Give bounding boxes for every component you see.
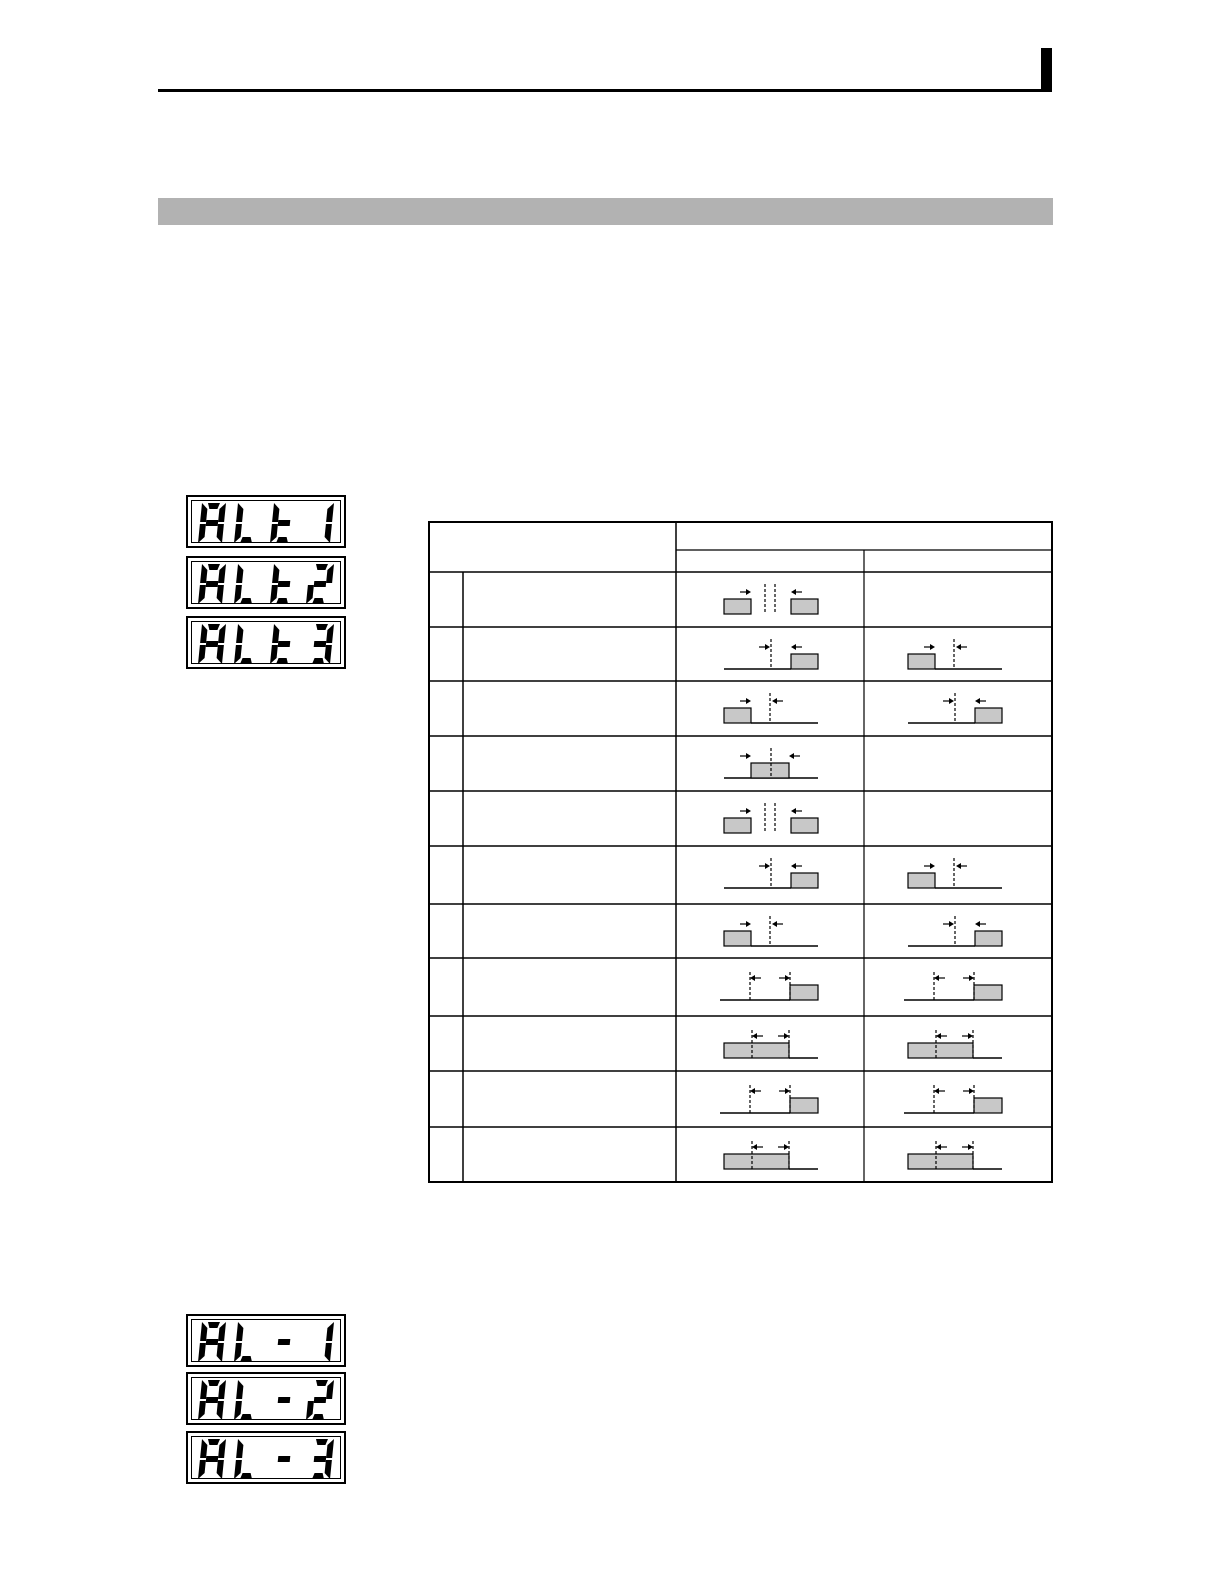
lcd-segment-g xyxy=(314,1456,327,1462)
lcd-segment-f xyxy=(200,503,207,522)
lcd-segment-c xyxy=(217,1460,224,1479)
lcd-segment-a xyxy=(316,1439,328,1445)
arrow-head xyxy=(949,698,954,704)
lcd-segment-e xyxy=(198,585,206,604)
output-on-region xyxy=(974,1098,1002,1113)
lcd-display-al-3 xyxy=(186,1431,346,1484)
alarm-diagram-down xyxy=(908,639,1002,669)
lcd-segment-c xyxy=(325,1343,332,1362)
arrow-head xyxy=(791,863,796,869)
lcd-segment-b xyxy=(218,503,226,522)
lcd-segment-d xyxy=(312,598,324,604)
lcd-segment-a xyxy=(316,624,328,630)
arrow-head xyxy=(750,975,755,981)
arrow-head xyxy=(956,644,961,650)
output-on-region xyxy=(975,708,1002,723)
arrow-head xyxy=(934,975,939,981)
lcd-segment-c xyxy=(217,1401,224,1420)
output-on-region xyxy=(724,708,751,723)
lcd-segment-e xyxy=(198,524,206,543)
lcd-segment-f xyxy=(200,1322,207,1341)
alarm-diagram-sym xyxy=(724,584,818,614)
arrow-head xyxy=(746,921,751,927)
lcd-segment-f xyxy=(236,1322,243,1341)
lcd-segment-b xyxy=(326,564,334,583)
lcd-segment-d xyxy=(240,1356,252,1362)
lcd-segment-g xyxy=(278,1456,291,1462)
output-on-region xyxy=(790,985,818,1000)
lcd-segment-e xyxy=(234,1401,242,1420)
lcd-segment-e xyxy=(234,585,242,604)
output-on-region xyxy=(908,654,935,669)
arrow-head xyxy=(752,1144,757,1150)
output-on-region xyxy=(790,1098,818,1113)
alarm-diagram-down xyxy=(908,858,1002,888)
lcd-segment-b xyxy=(326,1322,334,1341)
arrow-head xyxy=(791,589,796,595)
lcd-segment-g xyxy=(206,1339,219,1345)
lcd-segment-a xyxy=(208,1439,220,1445)
arrow-head xyxy=(936,1033,941,1039)
arrow-head xyxy=(785,1088,790,1094)
output-on-region xyxy=(724,931,751,946)
lcd-segment-c xyxy=(325,1460,332,1479)
lcd-segment-e xyxy=(234,1343,242,1362)
arrow-head xyxy=(956,863,961,869)
lcd-segment-d xyxy=(312,658,324,664)
lcd-segment-g xyxy=(314,581,327,587)
arrow-head xyxy=(791,808,796,814)
lcd-segment-c xyxy=(217,645,224,664)
lcd-segment-e xyxy=(198,1460,206,1479)
lcd-display-alt3 xyxy=(186,616,346,669)
output-on-region xyxy=(724,1043,789,1058)
arrow-head xyxy=(784,1144,789,1150)
lcd-segment-f xyxy=(200,564,207,583)
arrow-head xyxy=(934,1088,939,1094)
lcd-segment-d xyxy=(240,658,252,664)
lcd-segment-e xyxy=(198,1343,206,1362)
lcd-segment-f xyxy=(200,1439,207,1458)
lcd-segment-g xyxy=(206,1397,219,1403)
lcd-segment-g xyxy=(278,581,291,587)
arrow-head xyxy=(930,644,935,650)
alarm-diagram-abs-low xyxy=(908,1030,1002,1058)
alarm-type-table xyxy=(428,521,1053,1184)
lcd-segment-b xyxy=(326,624,334,643)
output-on-region xyxy=(791,654,818,669)
lcd-segment-d xyxy=(276,658,288,664)
alarm-diagram-up xyxy=(908,693,1002,723)
alarm-diagram-abs-low xyxy=(724,1141,818,1169)
output-on-region xyxy=(908,873,935,888)
lcd-segment-e xyxy=(270,585,278,604)
output-on-region xyxy=(791,599,818,614)
lcd-segment-e xyxy=(234,645,242,664)
alarm-diagram-abs-up xyxy=(720,1085,818,1113)
lcd-segment-b xyxy=(218,1322,226,1341)
alarm-diagram-down xyxy=(724,916,818,946)
lcd-segment-b xyxy=(218,624,226,643)
lcd-display-al-1 xyxy=(186,1314,346,1367)
lcd-segment-a xyxy=(208,503,220,509)
lcd-segment-f xyxy=(200,1380,207,1399)
lcd-segment-c xyxy=(325,524,332,543)
lcd-segment-e xyxy=(270,524,278,543)
lcd-segment-d xyxy=(276,537,288,543)
lcd-segment-a xyxy=(208,564,220,570)
lcd-segment-g xyxy=(314,641,327,647)
arrow-head xyxy=(746,808,751,814)
output-on-region xyxy=(791,818,818,833)
arrow-head xyxy=(746,698,751,704)
lcd-display-alt1 xyxy=(186,495,346,548)
lcd-segment-d xyxy=(240,598,252,604)
lcd-segment-f xyxy=(272,564,279,583)
arrow-head xyxy=(936,1144,941,1150)
arrow-head xyxy=(784,1033,789,1039)
lcd-segment-e xyxy=(198,1401,206,1420)
lcd-segment-g xyxy=(278,520,291,526)
lcd-segment-b xyxy=(326,1380,334,1399)
header-rule xyxy=(158,89,1051,92)
lcd-segment-f xyxy=(272,503,279,522)
arrow-head xyxy=(750,1088,755,1094)
lcd-segment-f xyxy=(236,1439,243,1458)
lcd-segment-d xyxy=(240,1414,252,1420)
lcd-segment-b xyxy=(218,1439,226,1458)
lcd-segment-d xyxy=(240,537,252,543)
chapter-tab xyxy=(1041,48,1052,92)
lcd-segment-d xyxy=(312,1414,324,1420)
arrow-head xyxy=(789,753,794,759)
lcd-segment-f xyxy=(272,624,279,643)
lcd-segment-d xyxy=(312,1473,324,1479)
lcd-segment-a xyxy=(208,624,220,630)
arrow-head xyxy=(791,644,796,650)
lcd-segment-a xyxy=(316,1380,328,1386)
table-border xyxy=(429,522,1052,1182)
lcd-segment-e xyxy=(270,645,278,664)
arrow-head xyxy=(765,863,770,869)
alarm-diagram-down xyxy=(724,693,818,723)
lcd-segment-g xyxy=(278,1339,291,1345)
lcd-segment-a xyxy=(208,1322,220,1328)
lcd-segment-b xyxy=(218,1380,226,1399)
alarm-diagram-abs-up xyxy=(904,1085,1002,1113)
lcd-segment-g xyxy=(206,641,219,647)
lcd-segment-b xyxy=(218,564,226,583)
arrow-head xyxy=(975,921,980,927)
lcd-segment-b xyxy=(326,1439,334,1458)
output-on-region xyxy=(724,818,751,833)
lcd-segment-c xyxy=(217,1343,224,1362)
arrow-head xyxy=(975,698,980,704)
lcd-segment-g xyxy=(206,581,219,587)
alarm-diagram-up xyxy=(908,916,1002,946)
lcd-segment-c xyxy=(217,524,224,543)
arrow-head xyxy=(969,1088,974,1094)
lcd-segment-g xyxy=(314,1397,327,1403)
lcd-segment-f xyxy=(200,624,207,643)
lcd-segment-g xyxy=(278,1397,291,1403)
arrow-head xyxy=(746,589,751,595)
lcd-segment-g xyxy=(206,520,219,526)
alarm-diagram-abs-up xyxy=(720,972,818,1000)
output-on-region xyxy=(974,985,1002,1000)
arrow-head xyxy=(772,698,777,704)
output-on-region xyxy=(908,1043,973,1058)
arrow-head xyxy=(772,921,777,927)
alarm-diagram-sym xyxy=(724,803,818,833)
lcd-segment-e xyxy=(306,585,314,604)
arrow-head xyxy=(949,921,954,927)
lcd-segment-e xyxy=(198,645,206,664)
arrow-head xyxy=(765,644,770,650)
alarm-diagram-up xyxy=(724,858,818,888)
alarm-diagram-abs-low xyxy=(724,1030,818,1058)
arrow-head xyxy=(930,863,935,869)
output-on-region xyxy=(908,1154,973,1169)
arrow-head xyxy=(746,753,751,759)
output-on-region xyxy=(724,1154,789,1169)
lcd-segment-d xyxy=(276,598,288,604)
arrow-head xyxy=(752,1033,757,1039)
lcd-display-alt2 xyxy=(186,556,346,609)
output-on-region xyxy=(975,931,1002,946)
lcd-segment-b xyxy=(326,503,334,522)
alarm-diagram-up xyxy=(724,639,818,669)
lcd-segment-a xyxy=(208,1380,220,1386)
lcd-segment-f xyxy=(236,1380,243,1399)
lcd-segment-e xyxy=(306,1401,314,1420)
output-on-region xyxy=(724,599,751,614)
alarm-diagram-inside xyxy=(724,748,818,778)
lcd-segment-a xyxy=(316,564,328,570)
output-on-region xyxy=(791,873,818,888)
lcd-segment-g xyxy=(278,641,291,647)
lcd-segment-e xyxy=(234,524,242,543)
lcd-segment-e xyxy=(234,1460,242,1479)
arrow-head xyxy=(785,975,790,981)
lcd-segment-f xyxy=(236,564,243,583)
lcd-segment-g xyxy=(206,1456,219,1462)
arrow-head xyxy=(968,1033,973,1039)
output-on-region xyxy=(751,763,789,778)
lcd-segment-c xyxy=(325,645,332,664)
alarm-diagram-abs-low xyxy=(908,1141,1002,1169)
lcd-segment-f xyxy=(236,624,243,643)
lcd-display-al-2 xyxy=(186,1372,346,1425)
arrow-head xyxy=(968,1144,973,1150)
lcd-segment-c xyxy=(217,585,224,604)
lcd-segment-f xyxy=(236,503,243,522)
arrow-head xyxy=(969,975,974,981)
section-header-bar xyxy=(158,198,1053,225)
lcd-segment-d xyxy=(240,1473,252,1479)
alarm-diagram-abs-up xyxy=(904,972,1002,1000)
